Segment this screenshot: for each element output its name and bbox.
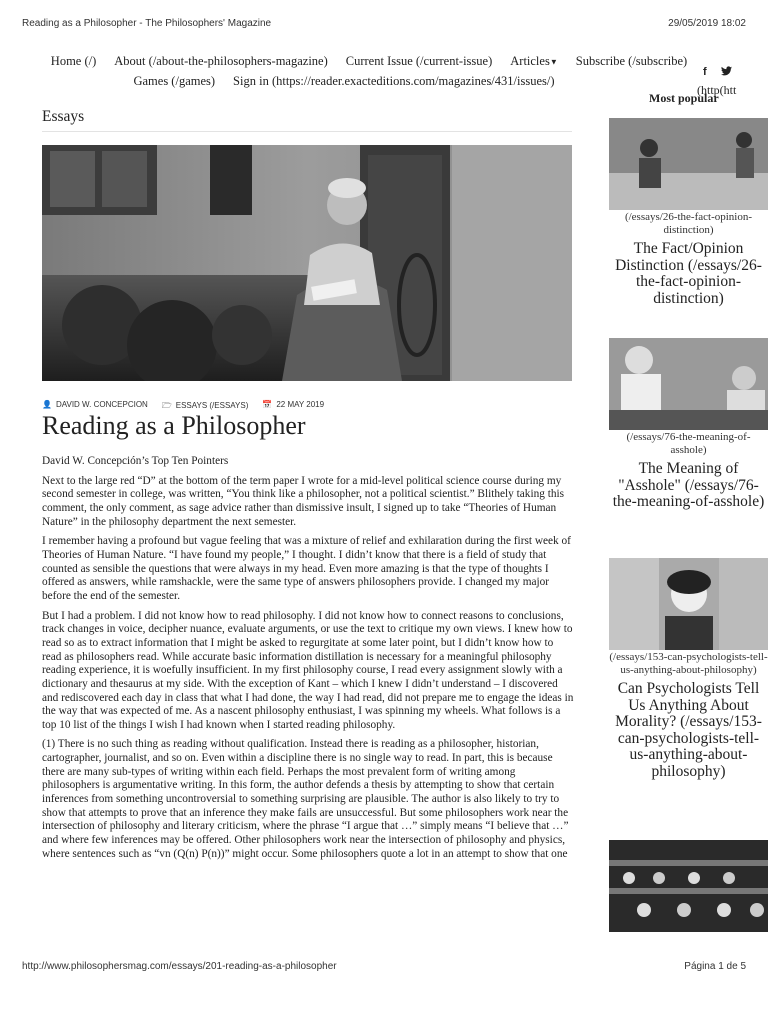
print-footer-page: Página 1 de 5 <box>684 961 746 972</box>
nav-home[interactable]: Home (/) <box>50 54 97 68</box>
popular-title[interactable]: Can Psychologists Tell Us Anything About Morality? (/essays/153-can-psychologists-tell-us-anything-about-philosophy) <box>615 680 762 780</box>
article-body <box>42 455 574 867</box>
social-link-text: (http(htt <box>697 83 737 97</box>
print-header-title: Reading as a Philosopher - The Philosophers' Magazine <box>22 18 272 29</box>
popular-url: (/essays/76-the-meaning-of-asshole) <box>626 431 751 456</box>
nav-articles[interactable] <box>510 54 558 69</box>
print-header <box>22 18 746 29</box>
nav-current-issue[interactable]: Current Issue (/current-issue) <box>345 54 493 68</box>
folder-icon: 🗁 <box>161 401 172 410</box>
print-footer <box>22 961 746 972</box>
facebook-icon[interactable]: f <box>703 66 707 78</box>
article-title: Reading as a Philosopher <box>42 411 306 440</box>
popular-card[interactable] <box>609 118 768 307</box>
nav-subscribe[interactable]: Subscribe (/subscribe) <box>575 54 688 68</box>
print-footer-url: http://www.philosophersmag.com/essays/201-reading-as-a-philosopher <box>22 961 337 972</box>
calendar-icon: 📅 <box>262 400 273 409</box>
nav-articles-label: Articles <box>510 54 550 68</box>
popular-thumbnail[interactable] <box>609 338 768 430</box>
category-label: ESSAYS (/ESSAYS) <box>175 401 249 410</box>
popular-title[interactable]: The Fact/Opinion Distinction (/essays/26-the-fact-opinion-distinction) <box>615 240 762 307</box>
social-links <box>703 66 732 79</box>
nav-sign-in[interactable]: Sign in (https://reader.exacteditions.com/magazines/431/issues/) <box>233 74 555 88</box>
section-title: Essays <box>42 108 85 125</box>
popular-title[interactable]: The Meaning of "Asshole" (/essays/76-the-meaning-of-asshole) <box>612 460 765 510</box>
sidebar-most-popular <box>609 118 768 948</box>
popular-card[interactable] <box>609 338 768 511</box>
author-name: DAVID W. CONCEPCION <box>55 400 148 409</box>
popular-card[interactable] <box>609 840 768 932</box>
hero-image <box>42 145 572 381</box>
article-paragraph: I remember having a profound but vague feeling that was a mixture of relief and exhilaration during the first week of Theories of Human Nature. “I have found my people,” I thought. I didn’t know that there is a field of study that counted as sensible the questions that were always in my head. Even more amazing is that the type of thoughts I offered as answers, while ramshackle, were the same type of answers philosophers provide. I changed my major before the end of the semester. <box>42 535 571 602</box>
print-header-date: 29/05/2019 18:02 <box>668 18 746 29</box>
popular-url: (/essays/153-can-psychologists-tell-us-anything-about-philosophy) <box>609 651 768 676</box>
user-icon: 👤 <box>42 400 52 409</box>
popular-card[interactable] <box>609 558 768 780</box>
main-nav <box>0 54 768 89</box>
article-subtitle: David W. Concepción’s Top Ten Pointers <box>42 455 229 467</box>
article-paragraph: (1) There is no such thing as reading without qualification. Instead there is reading as a philosopher, historian, cartographer, journalist, and so on. Even within a discipline there is no single way to read. In part, this is because there are many sub-types of writing within each field. Perhaps the most prevalent form of writing among philosophers is argumentative writing. In this form, the author defends a thesis by attempting to show that certain inferences from something uncontroversial to something surprising are plausible. The author is also likely to try to show that attempts to prove that an inference they make fails are unsuccessful. But some philosophers work near the intersection of philosophy and literary criticism, where the phrase “I argue that …” simply means “I believe that …” and where few inferences may be offered. Other philosophers work near the intersection of philosophy and physics, where sentences such as “vn (Q(n) P(n))” might occur. Some philosophers quote a lot in an attempt to show that one <box>42 738 569 860</box>
article-paragraph: But I had a problem. I did not know how to read philosophy. I did not know how to connect reasons to conclusions, track changes in voice, decipher nuance, evaluate arguments, or use the text to critique my own views. I knew how to read so as to extract information that I might be asked to regurgitate at some later point, but I didn’t know how to read as philosophers read. While accurate basic information distillation is necessary for a meaningful philosophy reading experience, it is woefully insufficient. In my first philosophy course, I read every assignment slowly with a dictionary and thesaurus at my side. With the exception of Kant – which I knew I didn’t understand – I discovered and rediscovered each day in class that what I had done, the way I had read, did not prepare me to engage the ideas in the way that was expected of me. As a nascent philosophy enthusiast, I was spinning my wheels. What follows is a top 10 list of the things I wish I had known when I started reading philosophy. <box>42 609 574 731</box>
sidebar-title: Most popular <box>649 91 719 105</box>
popular-url: (/essays/26-the-fact-opinion-distinction) <box>624 211 753 236</box>
divider <box>42 131 572 132</box>
nav-about[interactable]: About (/about-the-philosophers-magazine) <box>114 54 328 68</box>
article-paragraph: Next to the large red “D” at the bottom of the term paper I wrote for a mid-level political science course during my second semester in college, was written, “You think like a philosopher, not a political scientist.” Blithely taking this comment, the only comment, as sage advice rather than dismissive insult, I signed up to take “Theories of Human Nature” in the philosophy department the next semester. <box>42 474 565 528</box>
caret-down-icon: ▼ <box>549 57 558 67</box>
nav-games[interactable]: Games (/games) <box>133 74 216 88</box>
popular-thumbnail[interactable] <box>609 558 768 650</box>
popular-thumbnail[interactable] <box>609 118 768 210</box>
popular-thumbnail[interactable] <box>609 840 768 932</box>
date-label: 22 MAY 2019 <box>276 400 325 409</box>
twitter-icon[interactable] <box>721 66 732 79</box>
